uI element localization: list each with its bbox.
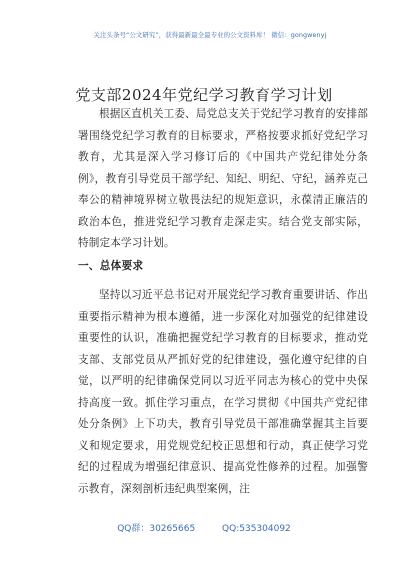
qq-contact-text: QQ:535304092 — [222, 524, 291, 534]
requirements-paragraph — [78, 285, 368, 500]
document-title: 党支部2024年党纪学习教育学习计划 — [75, 86, 333, 104]
intro-paragraph-text: 根据区直机关工委、局党总支关于党纪学习教育的安排部署围绕党纪学习教育的目标要求，严格按要求抓好党纪学习教育，尤其是深入学习修订后的《中国共产党纪律处分条例》，教育引导党员干部学纪、知纪、明纪、守纪，涵养克己奉公的精神境界树立敬畏法纪的规矩意识，永葆清正廉洁的政治本色，推进党纪学习教育走深走实。结合党支部实际，特制定本学习计划。 — [78, 108, 368, 249]
requirements-paragraph-text: 坚持以习近平总书记对开展党纪学习教育重要讲话、作出重要指示精神为根本遵循，进一步深化对加强党的纪律建设重要性的认识，准确把握党纪学习教育的目标要求，推动党支部、支部党员从严抓好党的纪律建设，强化遵守纪律的自觉，以严明的纪律确保党同以习近平同志为核心的党中央保持高度一致。抓住学习重点，在学习贯彻《中国共产党纪律处分条例》上下功夫，教育引导党员干部准确掌握其主旨要义和规定要求，用党规党纪校正思想和行动，真正使学习党纪的过程成为增强纪律意识、提高党性修养的过程。加强警示教育，深刻剖析违纪典型案例，注 — [78, 289, 368, 495]
qq-group-text: QQ群：30265665 — [117, 524, 196, 534]
intro-paragraph — [78, 104, 368, 255]
watermark-footer — [0, 521, 408, 534]
watermark-header: 关注头条号“公文研究”，获得最新最全最专业的公文资料库！ 微信：gongwenyj — [93, 31, 327, 39]
section-heading: 一、总体要求 — [78, 260, 144, 272]
